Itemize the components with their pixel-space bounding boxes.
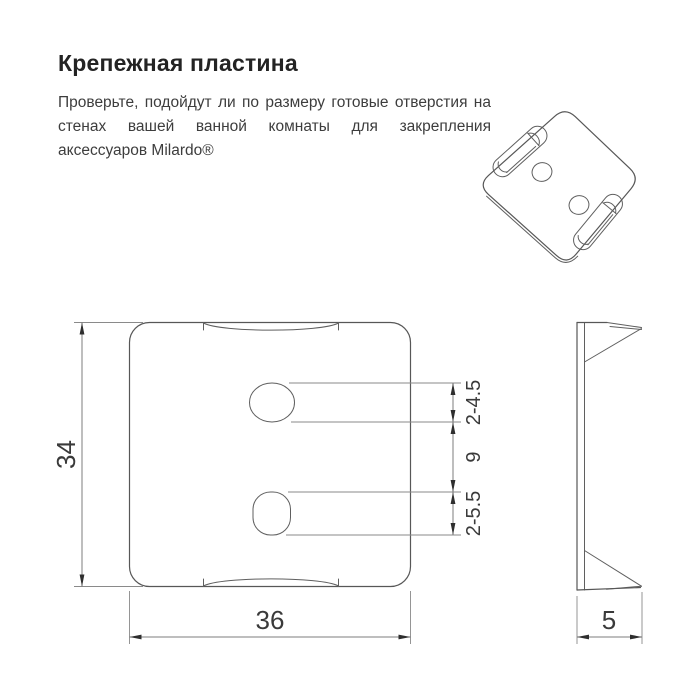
width-label: 36 <box>255 605 285 635</box>
isometric-slot-top-left <box>489 122 551 180</box>
dimension-width <box>130 591 411 644</box>
side-bottom-hook <box>577 551 642 591</box>
isometric-thickness-edge <box>487 196 578 262</box>
dimension-holes <box>286 380 485 537</box>
front-top-notch <box>204 323 339 331</box>
isometric-plate-outline <box>483 112 635 260</box>
dimension-depth <box>577 592 642 644</box>
isometric-hole-top <box>529 160 554 184</box>
front-bottom-notch <box>204 579 339 587</box>
page-description: Проверьте, подойдут ли по размеру готовые отверстия на стенах вашей ванной комнаты для закрепления аксессуаров Milardo® <box>58 94 491 159</box>
side-top-hook <box>585 323 642 363</box>
holes-spacing-label: 9 <box>463 451 485 463</box>
isometric-hole-bottom <box>566 193 591 217</box>
height-label: 34 <box>51 440 81 469</box>
side-view <box>577 323 642 591</box>
top-hole-label: 2-4.5 <box>463 379 485 426</box>
isometric-slot-bottom-right <box>570 190 627 253</box>
bottom-hole-label: 2-5.5 <box>463 490 485 537</box>
front-view <box>130 323 411 587</box>
front-plate-outline <box>130 323 411 587</box>
front-bottom-hole <box>253 492 291 535</box>
page-title: Крепежная пластина <box>58 50 298 76</box>
front-top-hole <box>250 383 295 422</box>
depth-label: 5 <box>601 605 617 635</box>
isometric-view <box>483 112 635 263</box>
